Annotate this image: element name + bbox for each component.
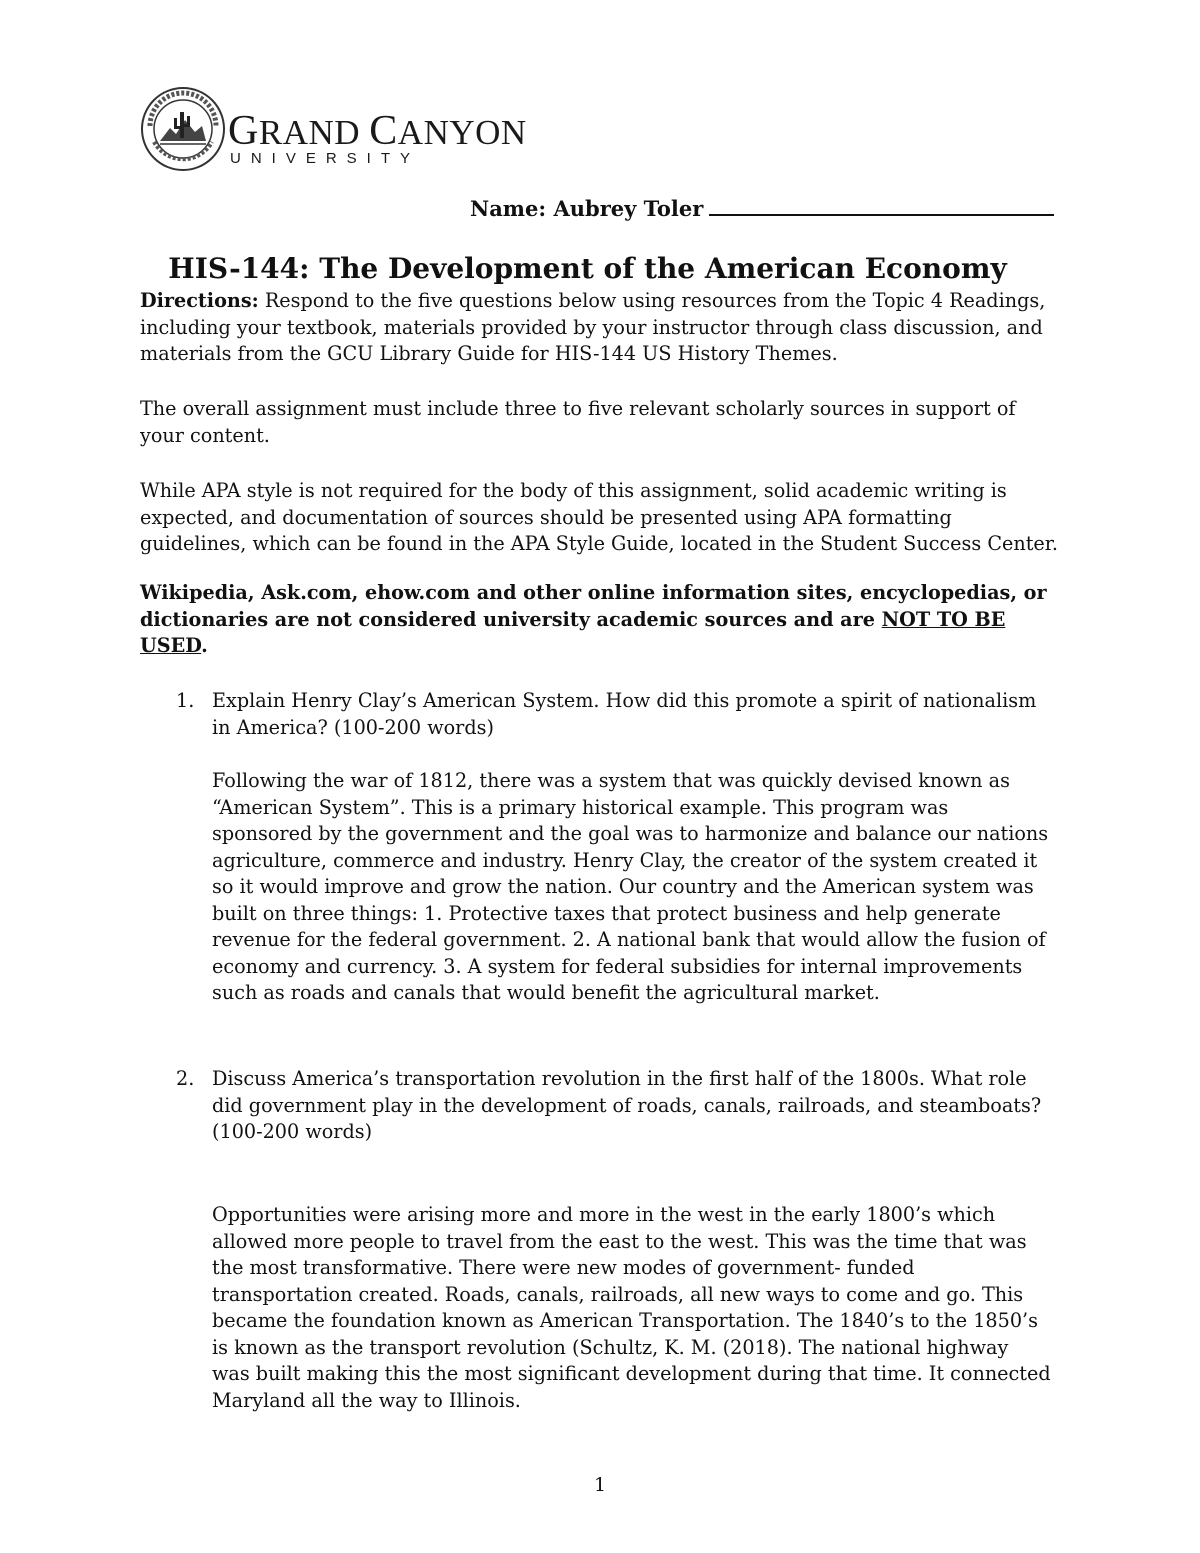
question-prompt: Discuss America’s transportation revolution in the first half of the 1800s. What role did government play in the development of roads, canals, railroads, and steamboats? (100-200 words) [212,1067,1042,1143]
directions-paragraph [140,288,1060,368]
wordmark-title: GRAND CANYON [228,108,527,154]
question-number: 2. [176,1067,195,1090]
page-number: 1 [593,1474,607,1496]
student-name-field [470,196,1054,221]
question-answer: Opportunities were arising more and more in the west in the early 1800’s which allowed more people to travel from the east to the west. This was the time that was the most transformative. There were new modes of government- funded transportation created. Roads, canals, railroads, all new ways to come and go. This became the foundation known as American Transportation. The 1840’s to the 1850’s is known as the transport revolution (Schultz, K. M. (2018). The national highway was built making this the most significant development during that time. It connected Maryland all the way to Illinois. [212,1203,1051,1412]
question-number: 1. [176,689,195,712]
sources-paragraph: The overall assignment must include three to five relevant scholarly sources in support of your content. [140,397,1016,447]
directions-label: Directions: [140,289,259,312]
directions-text: Respond to the five questions below using resources from the Topic 4 Readings, including your textbook, materials provided by your instructor through class discussion, and materials from the GCU Library Guide for HIS-144 US History Themes. [140,289,1046,365]
university-logo [140,86,527,176]
name-underline [709,196,1054,216]
warning-emphasis: NOT TO BE USED [140,607,1006,657]
question-prompt: Explain Henry Clay’s American System. How did this promote a spirit of nationalism in America? (100-200 words) [212,689,1037,739]
document-title: HIS-144: The Development of the American Economy [168,252,1007,285]
question-answer: Following the war of 1812, there was a system that was quickly devised known as “American System”. This is a primary historical example. This program was sponsored by the government and the goal was to harmonize and balance our nations agriculture, commerce and industry. Henry Clay, the creator of the system created it so it would improve and grow the nation. Our country and the American system was built on three things: 1. Protective taxes that protect business and help generate revenue for the federal government. 2. A national bank that would allow the fusion of economy and currency. 3. A system for federal subsidies for internal improvements such as roads and canals that would benefit the agricultural market. [212,769,1049,1004]
apa-paragraph: While APA style is not required for the body of this assignment, solid academic writing is expected, and documentation of sources should be presented using APA formatting guidelines, which can be found in the APA Style Guide, located in the Student Success Center. [140,479,1058,555]
sources-warning: Wikipedia, Ask.com, ehow.com and other online information sites, encyclopedias, or dictionaries are not considered university academic sources and are NOT TO BE USED. [140,581,1047,657]
university-seal-icon [140,86,226,172]
university-wordmark [228,108,527,167]
student-name-label: Name: Aubrey Toler [470,196,704,221]
wordmark-subtitle: UNIVERSITY [230,150,421,167]
